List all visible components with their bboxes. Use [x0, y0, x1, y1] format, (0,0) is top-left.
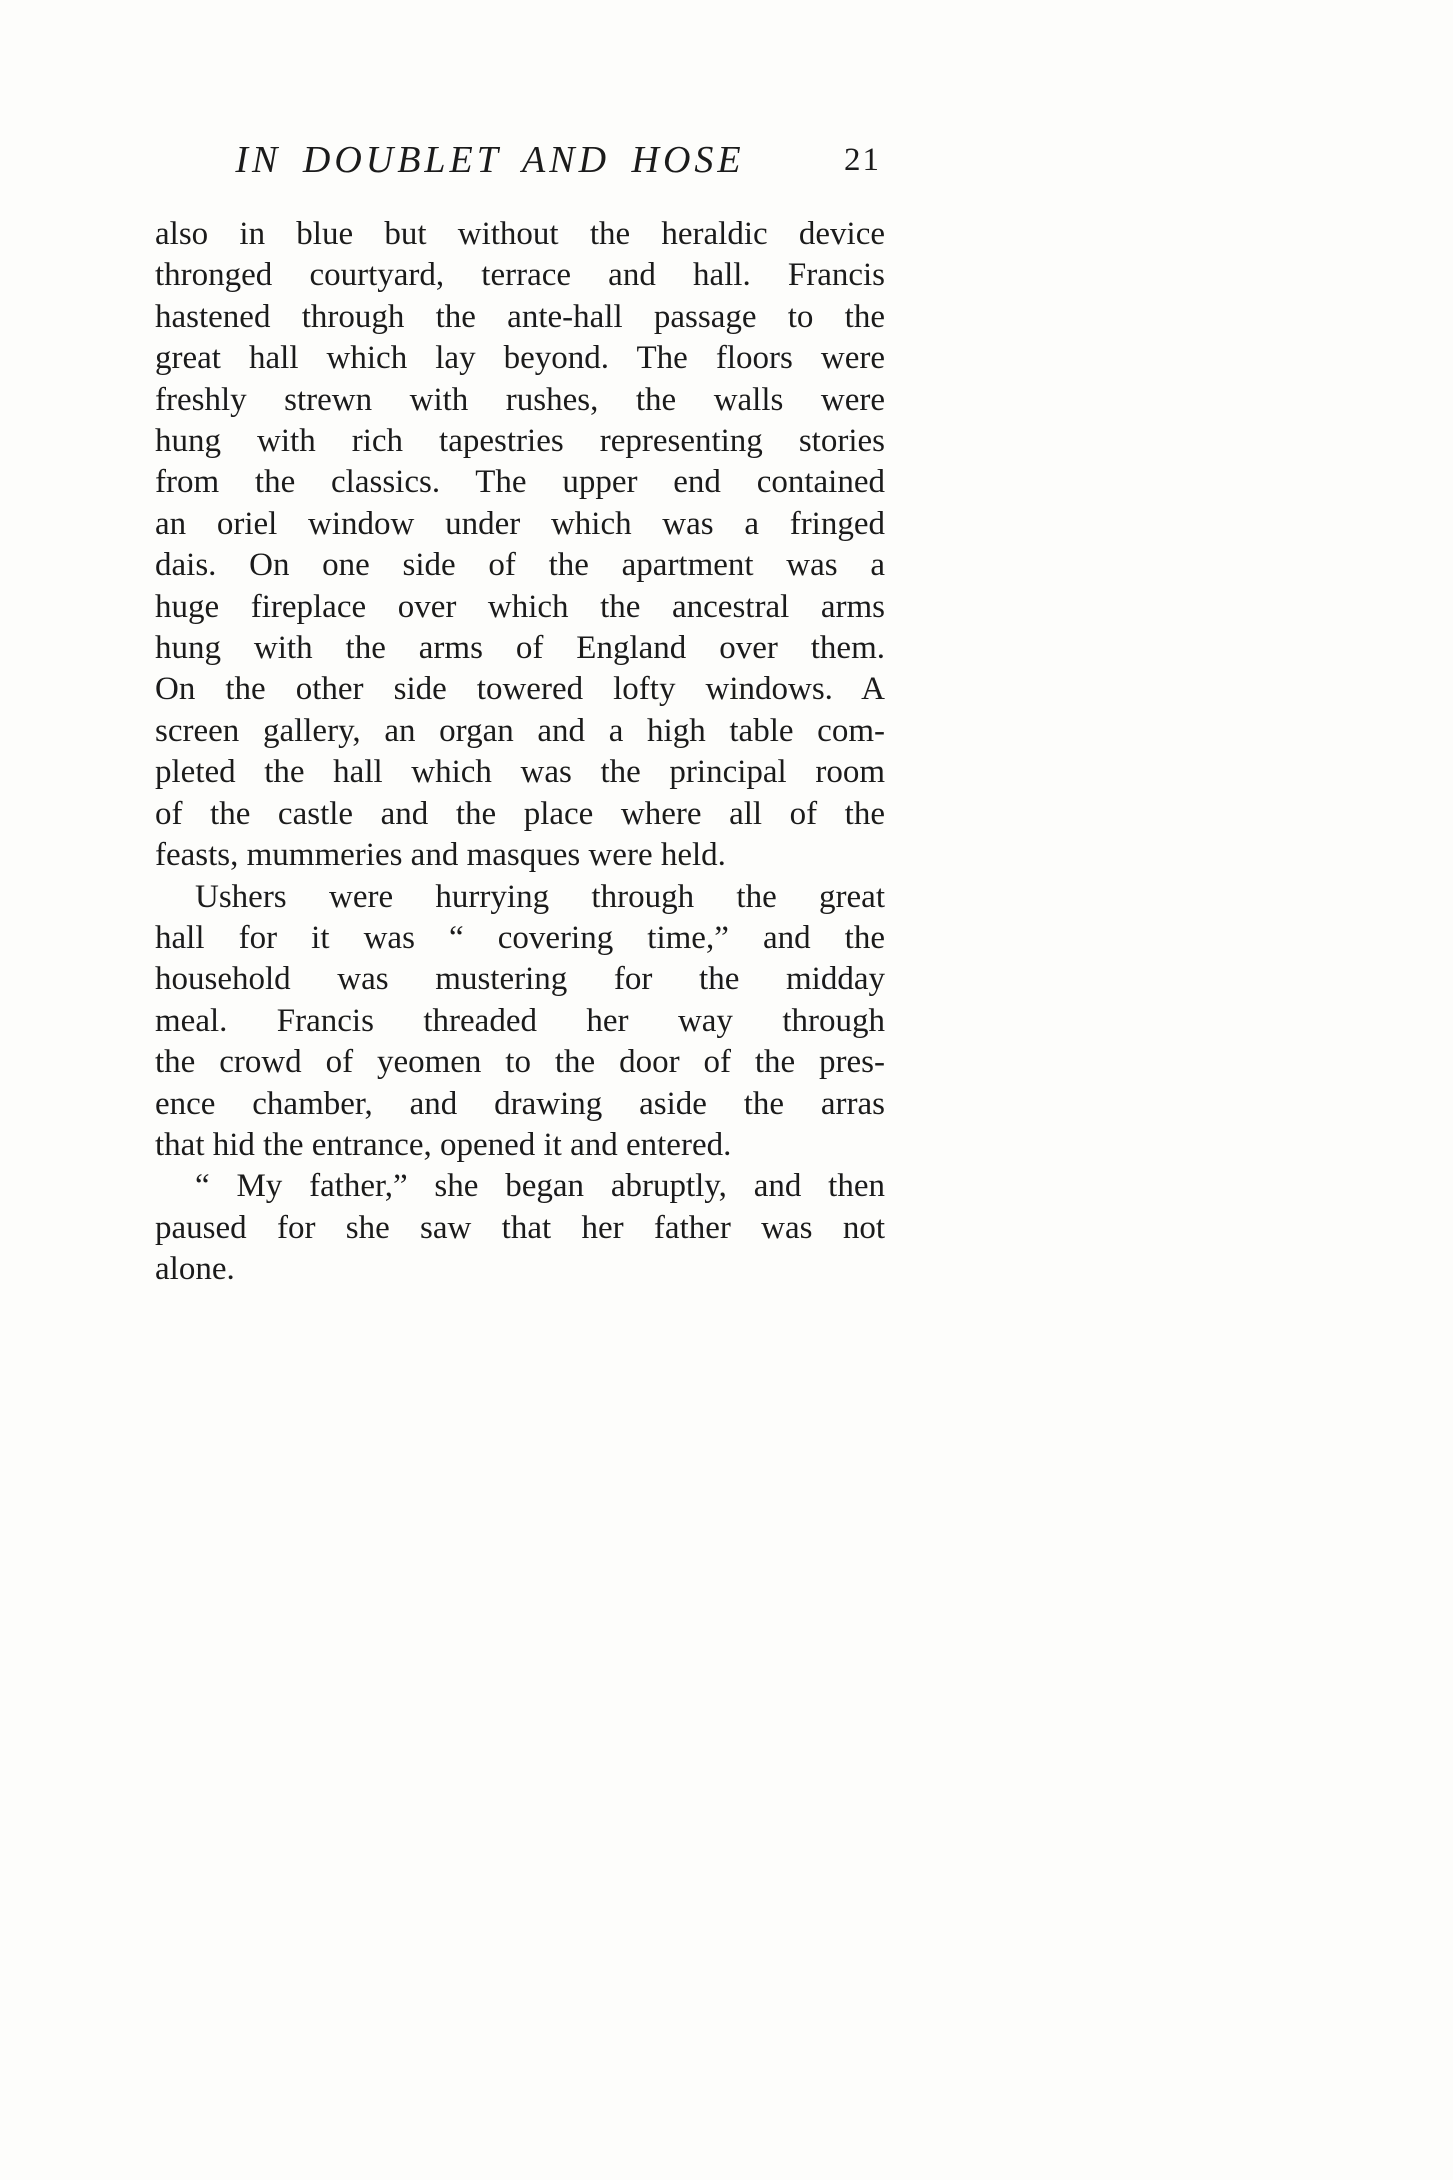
text-line: of the castle and the place where all of the — [155, 795, 885, 832]
text-line: Ushers were hurrying through the great — [195, 878, 885, 915]
page-number: 21 — [844, 142, 881, 178]
text-line: dais. On one side of the apartment was a — [155, 547, 885, 584]
text-line: paused for she saw that her father was not — [155, 1209, 885, 1246]
text-line: from the classics. The upper end contained — [155, 464, 885, 501]
text-line: screen gallery, an organ and a high table com- — [155, 712, 885, 749]
text-line: an oriel window under which was a fringed — [155, 505, 885, 542]
text-line: hall for it was “ covering time,” and the — [155, 919, 885, 956]
text-line: ence chamber, and drawing aside the arras — [155, 1085, 885, 1122]
running-header — [155, 138, 885, 188]
body-text — [155, 214, 885, 1291]
text-line: the crowd of yeomen to the door of the pres- — [155, 1044, 885, 1081]
running-header-title: IN DOUBLET AND HOSE — [235, 139, 745, 181]
text-line: thronged courtyard, terrace and hall. Francis — [155, 257, 885, 294]
text-line: also in blue but without the heraldic device — [155, 216, 885, 252]
text-line: freshly strewn with rushes, the walls were — [155, 381, 885, 418]
text-line: hung with the arms of England over them. — [155, 630, 885, 667]
text-line: that hid the entrance, opened it and entered. — [155, 1126, 732, 1163]
text-line: meal. Francis threaded her way through — [155, 1002, 885, 1039]
text-line: “ My father,” she began abruptly, and then — [195, 1168, 885, 1205]
text-line: pleted the hall which was the principal room — [155, 754, 885, 791]
text-line: hastened through the ante-hall passage to the — [155, 298, 885, 335]
text-line: great hall which lay beyond. The floors were — [155, 340, 885, 377]
text-line: hung with rich tapestries representing stories — [155, 423, 885, 460]
text-line: On the other side towered lofty windows. A — [155, 671, 885, 708]
text-line: huge fireplace over which the ancestral arms — [155, 588, 885, 625]
text-line: feasts, mummeries and masques were held. — [155, 837, 726, 874]
text-line: alone. — [155, 1251, 235, 1288]
text-line: household was mustering for the midday — [155, 961, 885, 998]
